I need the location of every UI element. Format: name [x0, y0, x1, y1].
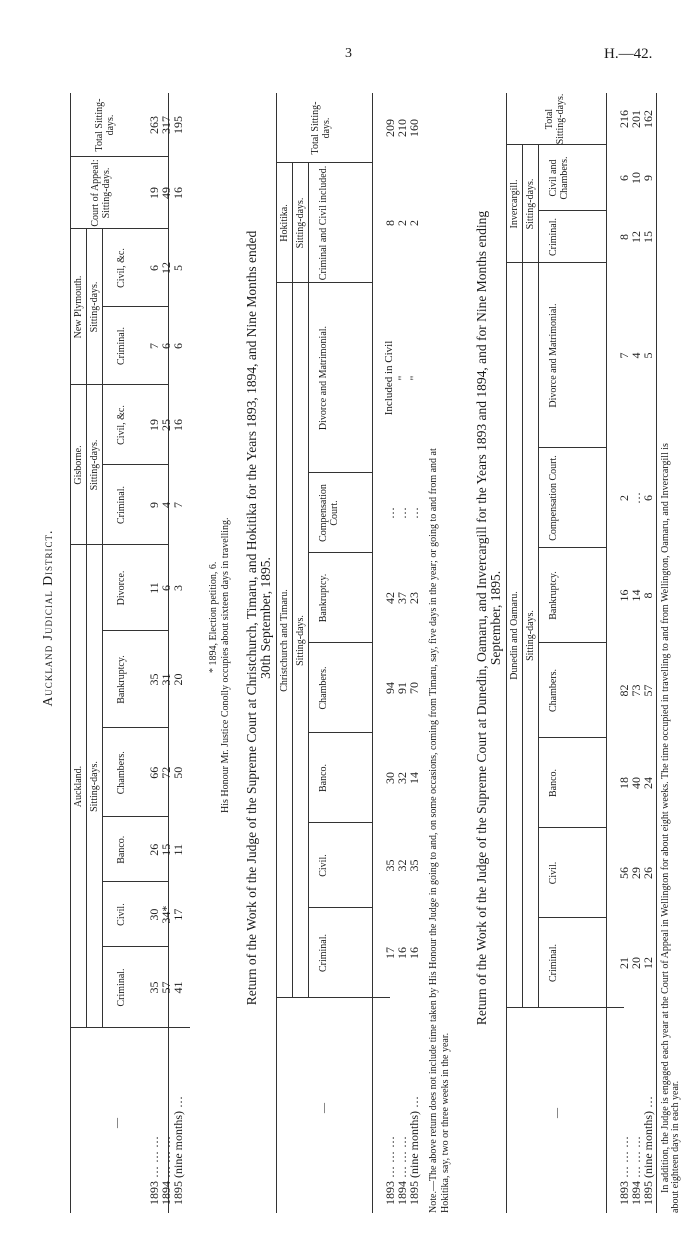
table2-title: Return of the Work of the Judge of the Supreme Court at Christchurch, Timaru, and Hokitika for the Years 1893, 1894, and Nine Months ended	[244, 230, 259, 1006]
gisborne-value-0-0: 9	[147, 502, 161, 508]
t2-year-1893: 1893 … … …	[383, 1136, 397, 1205]
dunedin-header-0: Criminal.	[548, 943, 559, 983]
auckland-header-5: Divorce.	[116, 570, 127, 606]
dunedin-value-1-2: 26	[641, 867, 655, 879]
christchurch-value-5-0: …	[383, 507, 397, 519]
dunedin-header-6: Divorce and Matrimonial.	[548, 303, 559, 408]
auckland-value-1-2: 17	[171, 908, 185, 921]
table1-title: Auckland Judicial District.	[40, 529, 55, 707]
t3-note-line2: about eighteen days in each year.	[670, 1080, 681, 1213]
christchurch-header-3: Chambers.	[318, 666, 329, 710]
invercargill-value-1-0: 6	[617, 175, 631, 181]
t1-total-value-0: 263	[147, 116, 161, 134]
new-plymouth-header-1: Civil, &c.	[116, 248, 127, 288]
new-plymouth-value-1-2: 5	[171, 265, 185, 271]
gisborne-value-0-1: 4	[159, 502, 173, 508]
hokitika-value-1: 2	[395, 220, 409, 226]
christchurch-timaru-heading: Christchurch and Timaru.	[279, 589, 290, 692]
t3-year-1895: 1895 (nine months) …	[641, 1096, 655, 1205]
table3-title: Return of the Work of the Judge of the Supreme Court at Dunedin, Oamaru, and Invercargill for the Years 1893 and 1894, and for Nine Months ending	[474, 210, 489, 1026]
christchurch-header-6: Divorce and Matrimonial.	[318, 325, 329, 431]
new-plymouth-value-0-0: 7	[147, 343, 161, 349]
invercargill-value-0-0: 8	[617, 234, 631, 240]
invercargill-value-0-2: 15	[641, 231, 655, 243]
dunedin-value-5-0: 2	[617, 495, 631, 501]
dunedin-value-0-1: 20	[629, 957, 643, 969]
dunedin-value-4-2: 8	[641, 592, 655, 599]
dunedin-value-1-0: 56	[617, 867, 631, 879]
t1-total-value-2: 195	[171, 116, 185, 134]
christchurch-header-2: Banco.	[318, 763, 329, 793]
table2-row-header: —	[319, 1103, 330, 1113]
new-plymouth-value-0-1: 6	[159, 343, 173, 349]
gisborne-sitting-days: Sitting-days.	[89, 439, 100, 491]
auckland-header-3: Chambers.	[116, 751, 127, 795]
t1-year-1893: 1893 … … …	[147, 1136, 161, 1205]
auckland-value-3-1: 72	[159, 766, 173, 779]
gisborne-value-1-0: 19	[147, 419, 161, 431]
gisborne-value-1-1: 25	[159, 419, 173, 431]
page-number: 3	[345, 46, 352, 61]
dunedin-value-4-0: 16	[617, 589, 631, 602]
gisborne-value-0-2: 7	[171, 502, 185, 508]
dunedin-value-2-2: 24	[641, 777, 655, 789]
auckland-heading: Auckland.	[73, 765, 84, 808]
christchurch-value-1-0: 35	[383, 859, 397, 872]
court-of-appeal-header: Court of Appeal: Sitting-days.	[90, 159, 112, 227]
auckland-value-5-0: 11	[147, 582, 161, 594]
new-plymouth-header-0: Criminal.	[116, 326, 127, 366]
christchurch-value-5-1: …	[395, 507, 409, 519]
christchurch-value-4-0: 42	[383, 592, 397, 604]
dunedin-header-4: Bankruptcy.	[548, 571, 559, 620]
gisborne-heading: Gisborne.	[73, 445, 84, 485]
dunedin-value-2-0: 18	[617, 777, 631, 789]
invercargill-value-0-1: 12	[629, 231, 643, 243]
t2-note-line2: Hokitika, say, two or three weeks in the year.	[440, 1032, 451, 1213]
christchurch-value-3-1: 91	[395, 682, 409, 694]
t1-year-1895: 1895 (nine months) …	[171, 1096, 185, 1205]
dunedin-header-2: Banco.	[548, 768, 559, 798]
t2-total-value-0: 209	[383, 119, 397, 137]
dunedin-oamaru-heading: Dunedin and Oamaru.	[509, 591, 520, 680]
hokitika-column-header: Criminal and Civil included.	[318, 165, 329, 281]
dunedin-value-3-1: 73	[629, 684, 643, 697]
dunedin-value-3-0: 82	[617, 684, 631, 697]
dunedin-value-0-2: 12	[641, 957, 655, 969]
table3-row-header: —	[552, 1108, 563, 1118]
dunedin-header-3: Chambers.	[548, 668, 559, 713]
auckland-value-2-2: 11	[171, 843, 185, 856]
gisborne-header-0: Criminal.	[116, 485, 127, 525]
new-plymouth-sitting-days: Sitting-days.	[89, 281, 100, 333]
auckland-header-1: Civil.	[116, 903, 127, 926]
christchurch-header-0: Criminal.	[318, 933, 329, 973]
christchurch-value-6-0: Included in Civil	[383, 340, 395, 416]
t1-total-header: Total Sitting-days.	[94, 98, 116, 152]
auckland-value-1-1: 34*	[159, 905, 173, 924]
document-reference: H.—42.	[604, 46, 653, 62]
dunedin-value-5-2: 6	[641, 495, 655, 501]
t3-total-value-2: 162	[641, 110, 655, 128]
christchurch-value-2-0: 30	[383, 772, 397, 784]
dunedin-value-6-1: 4	[629, 352, 643, 359]
hokitika-value-0: 8	[383, 220, 397, 226]
invercargill-sitting-days: Sitting-days.	[525, 178, 536, 230]
t3-total-value-1: 201	[629, 110, 643, 128]
auckland-value-1-0: 30	[147, 908, 161, 921]
invercargill-value-1-1: 10	[629, 172, 643, 184]
auckland-value-2-0: 26	[147, 843, 161, 856]
dunedin-value-3-2: 57	[641, 684, 655, 697]
table3-title-line2: September, 1895.	[488, 570, 503, 666]
auckland-value-4-2: 20	[171, 673, 185, 686]
t2-year-1894: 1894 … … …	[395, 1136, 409, 1205]
rotated-page-content	[36, 23, 681, 1213]
hokitika-value-2: 2	[407, 220, 421, 226]
t3-note-line1: In addition, the Judge is engaged each year at the Court of Appeal in Wellington for about eight weeks. The time occupied in travelling to and from Wellington, Oamaru, and Invercargill is	[660, 443, 671, 1193]
christchurch-value-3-0: 94	[383, 682, 397, 694]
christchurch-value-6-2: "	[407, 375, 421, 381]
auckland-header-0: Criminal.	[116, 968, 127, 1007]
christchurch-value-1-1: 32	[395, 859, 409, 872]
dunedin-value-1-1: 29	[629, 867, 643, 879]
auckland-value-3-0: 66	[147, 766, 161, 779]
t1-year-1894: 1894 … … …	[159, 1136, 173, 1205]
christchurch-value-5-2: …	[407, 507, 421, 519]
dunedin-value-2-1: 40	[629, 777, 643, 789]
new-plymouth-value-0-2: 6	[171, 343, 185, 349]
christchurch-value-0-2: 16	[407, 947, 421, 959]
christchurch-value-6-1: "	[395, 375, 409, 381]
invercargill-header-1: Civil and Chambers.	[548, 156, 570, 200]
auckland-value-4-0: 35	[147, 673, 161, 686]
t2-note-line1: Note.—The above return does not include time taken by His Honour the Judge in going to and, on some occasions, coming from Timaru, say, five days in the year; or going to and from and at	[428, 448, 439, 1213]
auckland-header-2: Banco.	[116, 835, 127, 864]
dunedin-sitting-days: Sitting-days.	[525, 610, 536, 661]
dunedin-value-5-1: …	[629, 492, 643, 504]
t1-total-value-1: 317	[159, 116, 173, 134]
dunedin-header-1: Civil.	[548, 861, 559, 885]
christchurch-header-4: Bankruptcy.	[318, 573, 329, 623]
auckland-value-0-0: 35	[147, 981, 161, 994]
invercargill-heading: Invercargill.	[509, 179, 520, 229]
table2-title-line2: 30th September, 1895.	[258, 557, 273, 679]
invercargill-value-1-2: 9	[641, 175, 655, 181]
t2-year-1895: 1895 (nine months) …	[407, 1096, 421, 1205]
dunedin-value-6-2: 5	[641, 352, 655, 359]
christchurch-value-0-0: 17	[383, 947, 397, 959]
christchurch-value-0-1: 16	[395, 947, 409, 959]
t2-total-value-1: 210	[395, 119, 409, 137]
christchurch-header-1: Civil.	[318, 854, 329, 877]
auckland-sitting-days: Sitting-days.	[89, 761, 100, 812]
christchurch-value-3-2: 70	[407, 682, 421, 694]
new-plymouth-value-1-0: 6	[147, 265, 161, 271]
auckland-value-5-1: 6	[159, 584, 173, 591]
dunedin-value-6-0: 7	[617, 352, 631, 359]
gisborne-value-1-2: 16	[171, 419, 185, 431]
christchurch-value-2-1: 32	[395, 772, 409, 784]
auckland-value-0-2: 41	[171, 981, 185, 994]
auckland-value-4-1: 31	[159, 673, 173, 686]
hokitika-heading: Hokitika.	[279, 204, 290, 242]
t3-year-1894: 1894 … … …	[629, 1136, 643, 1205]
t2-total-header: Total Sitting-days.	[310, 101, 332, 155]
dunedin-value-4-1: 14	[629, 589, 643, 602]
christchurch-value-2-2: 14	[407, 772, 421, 784]
christchurch-sitting-days: Sitting-days.	[295, 615, 306, 666]
hokitika-sitting-days: Sitting-days.	[295, 197, 306, 249]
auckland-header-4: Bankruptcy.	[116, 655, 127, 704]
auckland-value-0-1: 57	[159, 981, 173, 994]
christchurch-value-4-1: 37	[395, 592, 409, 604]
t1-footnote-travelling: His Honour Mr. Justice Conolly occupies about sixteen days in travelling.	[220, 517, 231, 813]
t3-total-value-0: 216	[617, 110, 631, 128]
dunedin-value-0-0: 21	[617, 957, 631, 969]
dunedin-header-5: Compensation Court.	[548, 455, 559, 541]
christchurch-value-1-2: 35	[407, 859, 421, 872]
auckland-value-2-1: 15	[159, 843, 173, 856]
new-plymouth-value-1-1: 12	[159, 262, 173, 274]
auckland-value-5-2: 3	[171, 584, 185, 591]
new-plymouth-heading: New Plymouth.	[73, 275, 84, 339]
t3-total-header: Total Sitting-days.	[544, 93, 566, 145]
t1-footnote-election: * 1894, Election petition, 6.	[208, 561, 219, 673]
appeal-value-1: 49	[159, 187, 173, 199]
table1-row-header: —	[112, 1118, 123, 1128]
christchurch-header-5: Compensation Court.	[318, 484, 340, 542]
appeal-value-0: 19	[147, 187, 161, 199]
t3-year-1893: 1893 … … …	[617, 1136, 631, 1205]
t2-total-value-2: 160	[407, 119, 421, 137]
invercargill-header-0: Criminal.	[548, 217, 559, 257]
christchurch-value-4-2: 23	[407, 592, 421, 604]
appeal-value-2: 16	[171, 187, 185, 199]
auckland-value-3-2: 50	[171, 766, 185, 779]
gisborne-header-1: Civil, &c.	[116, 405, 127, 445]
